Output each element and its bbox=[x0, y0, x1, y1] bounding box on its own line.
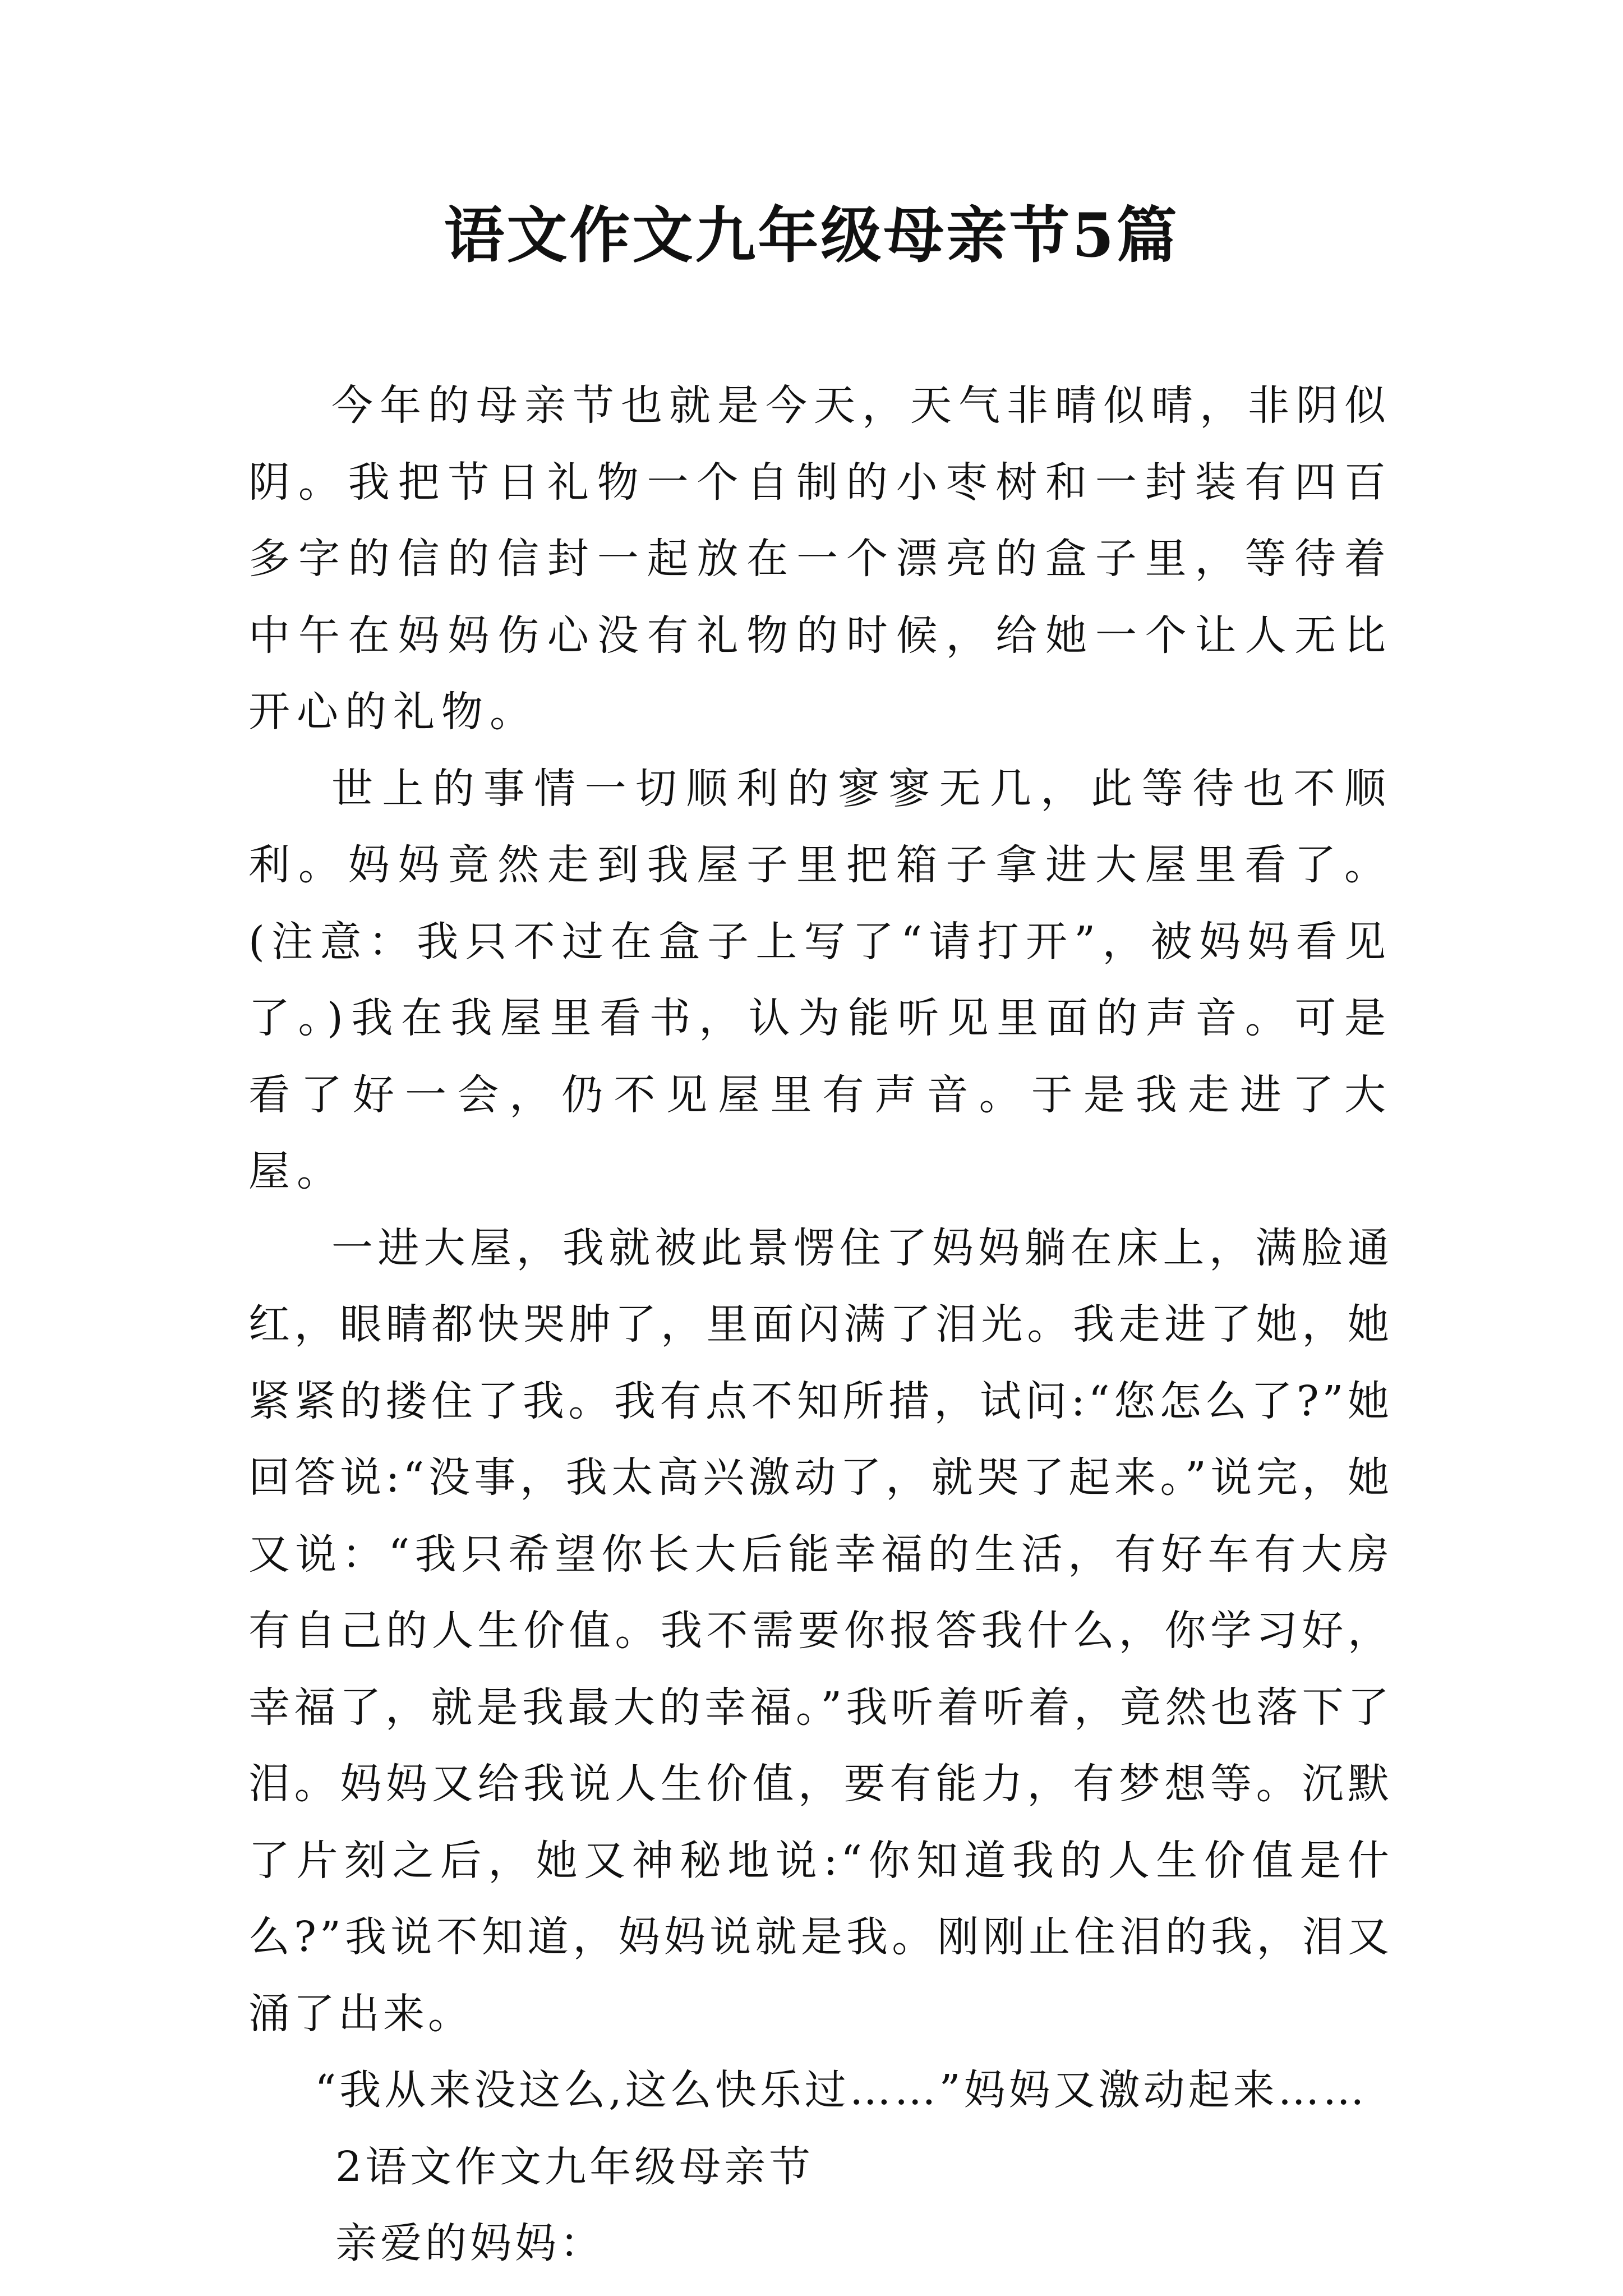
letter-salutation: 亲爱的妈妈： bbox=[335, 2219, 605, 2267]
paragraph-2: 世上的事情一切顺利的寥寥无几，此等待也不顺利。妈妈竟然走到我屋子里把箱子拿进大屋里看了。(注意：我只不过在盒子上写了“请打开”，被妈妈看见了。)我在我屋里看书，认为能听见里面的声音。可是看了好一会，仍不见屋里有声音。于是我走进了大屋。 bbox=[248, 764, 1393, 1195]
paragraph-1: 今年的母亲节也就是今天，天气非晴似晴，非阴似阴。我把节日礼物一个自制的小枣树和一封装有四百多字的信的信封一起放在一个漂亮的盒子里，等待着中午在妈妈伤心没有礼物的时候，给她一个让人无比开心的礼物。 bbox=[248, 381, 1393, 736]
paragraph-3: 一进大屋，我就被此景愣住了妈妈躺在床上，满脸通红，眼睛都快哭肿了，里面闪满了泪光。我走进了她，她紧紧的搂住了我。我有点不知所措，试问:“您怎么了?”她回答说:“没事，我太高兴激动了，就哭了起来。”说完，她又说：“我只希望你长大后能幸福的生活，有好车有大房有自己的人生价值。我不需要你报答我什么，你学习好，幸福了，就是我最大的幸福。”我听着听着，竟然也落下了泪。妈妈又给我说人生价值，要有能力，有梦想等。沉默了片刻之后，她又神秘地说:“你知道我的人生价值是什么?”我说不知道，妈妈说就是我。刚刚止住泪的我，泪又涌了出来。 bbox=[248, 1223, 1393, 2038]
document-body bbox=[248, 367, 1393, 2282]
paragraph-4: “我从来没这么,这么快乐过……”妈妈又激动起来…… bbox=[315, 2066, 1368, 2114]
section-heading: 2语文作文九年级母亲节 bbox=[335, 2142, 814, 2191]
document-title: 语文作文九年级母亲节5篇 bbox=[444, 200, 1179, 271]
